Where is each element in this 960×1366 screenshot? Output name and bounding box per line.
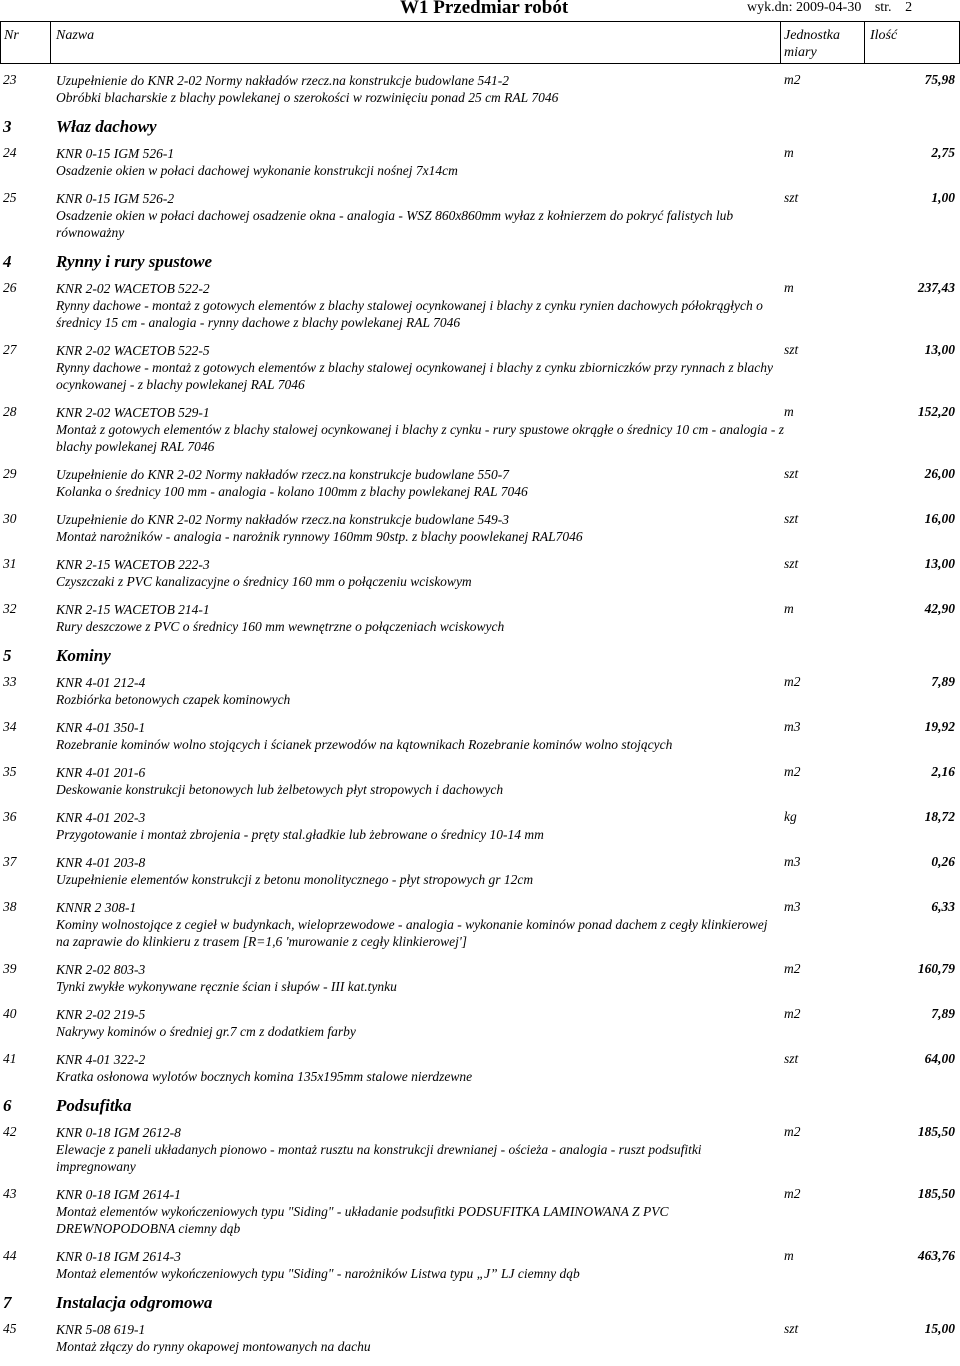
item-body	[56, 674, 784, 708]
table-row	[0, 1321, 960, 1355]
table-row	[0, 280, 960, 331]
item-number: 43	[3, 1186, 17, 1201]
section-number: 4	[3, 252, 12, 271]
item-number: 45	[3, 1321, 17, 1336]
table-row	[0, 1006, 960, 1040]
item-unit: szt	[784, 556, 799, 571]
item-unit: szt	[784, 190, 799, 205]
item-unit: m	[784, 145, 794, 160]
item-unit: m2	[784, 1124, 801, 1139]
section-heading	[0, 1293, 960, 1313]
table-row	[0, 511, 960, 545]
section-title: Podsufitka	[56, 1096, 132, 1115]
item-code: KNR 2-02 803-3	[56, 962, 146, 977]
table-row	[0, 899, 960, 950]
item-body	[56, 764, 784, 798]
table-row	[0, 719, 960, 753]
item-unit: m	[784, 601, 794, 616]
item-unit: szt	[784, 1321, 799, 1336]
item-description: Montaż złączy do rynny okapowej montowanych na dachu	[56, 1339, 371, 1354]
column-header-unit-line2: miary	[784, 45, 817, 60]
item-body	[56, 961, 784, 995]
item-quantity: 7,89	[931, 1006, 955, 1021]
table-row	[0, 1124, 960, 1175]
item-body	[56, 854, 784, 888]
item-quantity: 0,26	[931, 854, 955, 869]
table-row	[0, 145, 960, 179]
item-unit: m3	[784, 854, 801, 869]
item-body	[56, 899, 784, 950]
item-code: KNR 4-01 201-6	[56, 765, 146, 780]
column-header-unit	[784, 27, 840, 61]
header-bottom-rule	[0, 63, 960, 64]
item-code: Uzupełnienie do KNR 2-02 Normy nakładów rzecz.na konstrukcje budowlane 541-2	[56, 73, 509, 88]
item-unit: m2	[784, 1006, 801, 1021]
item-quantity: 19,92	[924, 719, 955, 734]
item-unit: m2	[784, 72, 801, 87]
table-row	[0, 601, 960, 635]
column-header-qty: Ilość	[870, 28, 898, 43]
item-code: KNR 2-15 WACETOB 214-1	[56, 602, 210, 617]
item-number: 36	[3, 809, 17, 824]
item-description: Czyszczaki z PVC kanalizacyjne o średnicy 160 mm o połączeniu wciskowym	[56, 574, 472, 589]
item-number: 34	[3, 719, 17, 734]
item-number: 35	[3, 764, 17, 779]
item-number: 29	[3, 466, 17, 481]
item-code: KNR 2-15 WACETOB 222-3	[56, 557, 210, 572]
item-description: Elewacje z paneli układanych pionowo - montaż rusztu na konstrukcji drewnianej - ościeża - analogia - ruszt podsufitki impregnowany	[56, 1142, 702, 1174]
item-body	[56, 719, 784, 753]
item-body	[56, 1051, 784, 1085]
item-unit: m3	[784, 899, 801, 914]
item-code: KNR 4-01 350-1	[56, 720, 146, 735]
item-number: 24	[3, 145, 17, 160]
item-body	[56, 1321, 784, 1355]
table-row	[0, 809, 960, 843]
item-description: Montaż narożników - analogia - narożnik rynnowy 160mm 90stp. z blachy poowlekanej RAL7046	[56, 529, 583, 544]
item-quantity: 42,90	[924, 601, 955, 616]
section-heading	[0, 1096, 960, 1116]
page-number: 2	[905, 0, 913, 15]
page-label: str.	[874, 0, 892, 15]
item-quantity: 13,00	[924, 556, 955, 571]
page-title: W1 Przedmiar robót	[400, 0, 569, 18]
item-body	[56, 404, 784, 455]
item-code: KNR 0-18 IGM 2614-1	[56, 1187, 181, 1202]
header-divider-unit	[780, 21, 781, 63]
item-body	[56, 190, 784, 241]
item-code: KNR 0-18 IGM 2612-8	[56, 1125, 181, 1140]
item-quantity: 7,89	[931, 674, 955, 689]
item-body	[56, 145, 784, 179]
table-row	[0, 1186, 960, 1237]
item-code: Uzupełnienie do KNR 2-02 Normy nakładów rzecz.na konstrukcje budowlane 550-7	[56, 467, 509, 482]
item-body	[56, 72, 784, 106]
item-number: 37	[3, 854, 17, 869]
item-number: 30	[3, 511, 17, 526]
header-border-left	[0, 21, 1, 63]
item-quantity: 6,33	[931, 899, 955, 914]
item-description: Tynki zwykłe wykonywane ręcznie ścian i słupów - III kat.tynku	[56, 979, 397, 994]
item-body	[56, 601, 784, 635]
item-code: KNNR 2 308-1	[56, 900, 137, 915]
item-description: Rozbiórka betonowych czapek kominowych	[56, 692, 291, 707]
item-unit: m2	[784, 674, 801, 689]
item-number: 28	[3, 404, 17, 419]
page-meta	[747, 0, 922, 16]
section-title: Instalacja odgromowa	[56, 1293, 213, 1312]
item-unit: szt	[784, 511, 799, 526]
item-unit: m2	[784, 764, 801, 779]
item-number: 44	[3, 1248, 17, 1263]
table-row	[0, 556, 960, 590]
section-heading	[0, 117, 960, 137]
item-code: Uzupełnienie do KNR 2-02 Normy nakładów rzecz.na konstrukcje budowlane 549-3	[56, 512, 509, 527]
item-description: Montaż elementów wykończeniowych typu "Siding" - narożników Listwa typu „J” LJ ciemny dąb	[56, 1266, 580, 1281]
item-unit: szt	[784, 342, 799, 357]
item-description: Uzupełnienie elementów konstrukcji z betonu monolitycznego - płyt stropowych gr 12cm	[56, 872, 534, 887]
item-code: KNR 2-02 WACETOB 529-1	[56, 405, 210, 420]
item-code: KNR 2-02 WACETOB 522-5	[56, 343, 210, 358]
item-body	[56, 342, 784, 393]
item-quantity: 26,00	[924, 466, 955, 481]
item-number: 31	[3, 556, 17, 571]
item-description: Montaż z gotowych elementów z blachy stalowej ocynkowanej i blachy z cynku - rury spustowe okrągłe o średnicy 10 cm - analogia - z blachy powlekanej RAL 7046	[56, 422, 784, 454]
item-number: 25	[3, 190, 17, 205]
item-quantity: 463,76	[917, 1248, 955, 1263]
item-body	[56, 1006, 784, 1040]
item-body	[56, 1124, 784, 1175]
table-row	[0, 190, 960, 241]
item-quantity: 18,72	[924, 809, 955, 824]
item-quantity: 185,50	[917, 1124, 955, 1139]
item-description: Obróbki blacharskie z blachy powlekanej o szerokości w rozwinięciu ponad 25 cm RAL 7046	[56, 90, 559, 105]
item-description: Rury deszczowe z PVC o średnicy 160 mm wewnętrzne o połączeniach wciskowych	[56, 619, 505, 634]
item-body	[56, 280, 784, 331]
item-unit: m	[784, 280, 794, 295]
item-code: KNR 4-01 203-8	[56, 855, 146, 870]
item-number: 32	[3, 601, 17, 616]
item-description: Nakrywy kominów o średniej gr.7 cm z dodatkiem farby	[56, 1024, 356, 1039]
item-code: KNR 0-18 IGM 2614-3	[56, 1249, 181, 1264]
table-row	[0, 404, 960, 455]
item-unit: m3	[784, 719, 801, 734]
item-unit: szt	[784, 1051, 799, 1066]
item-description: Montaż elementów wykończeniowych typu "Siding" - układanie podsufitki PODSUFITKA LAMINOWANA Z PVC DREWNOPODOBNA ciemny dąb	[56, 1204, 669, 1236]
item-quantity: 16,00	[924, 511, 955, 526]
item-quantity: 2,75	[931, 145, 955, 160]
section-title: Właz dachowy	[56, 117, 157, 136]
item-body	[56, 556, 784, 590]
item-code: KNR 4-01 202-3	[56, 810, 146, 825]
column-header-nr: Nr	[4, 28, 19, 43]
section-heading	[0, 252, 960, 272]
section-number: 3	[3, 117, 12, 136]
item-number: 41	[3, 1051, 17, 1066]
item-quantity: 160,79	[917, 961, 955, 976]
item-unit: m2	[784, 961, 801, 976]
item-description: Rozebranie kominów wolno stojących i ścianek przewodów na kątownikach Rozebranie kominów wolno stojących	[56, 737, 673, 752]
table-row	[0, 961, 960, 995]
section-number: 6	[3, 1096, 12, 1115]
section-title: Rynny i rury spustowe	[56, 252, 213, 271]
item-number: 42	[3, 1124, 17, 1139]
item-unit: m2	[784, 1186, 801, 1201]
item-quantity: 185,50	[917, 1186, 955, 1201]
item-description: Osadzenie okien w połaci dachowej wykonanie konstrukcji nośnej 7x14cm	[56, 163, 458, 178]
item-number: 26	[3, 280, 17, 295]
table-row	[0, 466, 960, 500]
item-code: KNR 0-15 IGM 526-1	[56, 146, 175, 161]
section-title: Kominy	[56, 646, 111, 665]
table-row	[0, 342, 960, 393]
item-code: KNR 0-15 IGM 526-2	[56, 191, 175, 206]
item-description: Deskowanie konstrukcji betonowych lub żelbetowych płyt stropowych i dachowych	[56, 782, 504, 797]
item-unit: kg	[784, 809, 797, 824]
item-number: 40	[3, 1006, 17, 1021]
item-number: 23	[3, 72, 17, 87]
header-top-rule	[0, 21, 960, 22]
table-row	[0, 854, 960, 888]
item-unit: m	[784, 404, 794, 419]
section-heading	[0, 646, 960, 666]
item-code: KNR 2-02 219-5	[56, 1007, 146, 1022]
item-code: KNR 4-01 322-2	[56, 1052, 146, 1067]
item-description: Rynny dachowe - montaż z gotowych elementów z blachy stalowej ocynkowanej i blachy z cynku zbiorniczków przy rynnach z blachy ocynkowanej - z blachy powlekanej RAL 7046	[56, 360, 773, 392]
item-description: Kominy wolnostojące z cegieł w budynkach, wieloprzewodowe - analogia - wykonanie kominów ponad dachem z cegły klinkierowej na zaprawie do klinkieru z trasem [R=1,6 'murowanie z cegły klinkierowej']	[56, 917, 768, 949]
item-body	[56, 1186, 784, 1237]
item-quantity: 13,00	[924, 342, 955, 357]
item-number: 38	[3, 899, 17, 914]
item-description: Kratka osłonowa wylotów bocznych komina 135x195mm stalowe nierdzewne	[56, 1069, 473, 1084]
item-body	[56, 511, 784, 545]
item-description: Rynny dachowe - montaż z gotowych elementów z blachy stalowej ocynkowanej i blachy z cynku rynien dachowych półokrągłych o średnicy 15 cm - analogia - rynny dachowe z blachy powlekanej RAL 7046	[56, 298, 763, 330]
item-quantity: 1,00	[931, 190, 955, 205]
item-description: Kolanka o średnicy 100 mm - analogia - kolano 100mm z blachy powlekanej RAL 7046	[56, 484, 528, 499]
table-row	[0, 674, 960, 708]
item-quantity: 75,98	[924, 72, 955, 87]
item-body	[56, 466, 784, 500]
item-code: KNR 5-08 619-1	[56, 1322, 146, 1337]
section-number: 7	[3, 1293, 12, 1312]
table-row	[0, 1248, 960, 1282]
section-number: 5	[3, 646, 12, 665]
item-quantity: 237,43	[917, 280, 955, 295]
item-description: Przygotowanie i montaż zbrojenia - pręty stal.gładkie lub żebrowane o średnicy 10-14 mm	[56, 827, 544, 842]
header-divider-nr	[50, 21, 51, 63]
table-row	[0, 764, 960, 798]
print-date: wyk.dn: 2009-04-30	[747, 0, 862, 15]
item-quantity: 15,00	[924, 1321, 955, 1336]
column-header-name: Nazwa	[56, 28, 95, 43]
item-quantity: 152,20	[917, 404, 955, 419]
column-header-unit-line1: Jednostka	[784, 28, 840, 43]
item-code: KNR 4-01 212-4	[56, 675, 146, 690]
item-description: Osadzenie okien w połaci dachowej osadzenie okna - analogia - WSZ 860x860mm wyłaz z kołnierzem do pokryć falistych lub równoważny	[56, 208, 734, 240]
item-number: 39	[3, 961, 17, 976]
item-quantity: 64,00	[924, 1051, 955, 1066]
header-divider-qty	[864, 21, 865, 63]
table-row	[0, 72, 960, 106]
item-body	[56, 1248, 784, 1282]
estimate-table	[0, 72, 960, 1366]
item-body	[56, 809, 784, 843]
item-code: KNR 2-02 WACETOB 522-2	[56, 281, 210, 296]
table-row	[0, 1051, 960, 1085]
item-number: 27	[3, 342, 17, 357]
item-number: 33	[3, 674, 17, 689]
item-unit: m	[784, 1248, 794, 1263]
item-quantity: 2,16	[931, 764, 955, 779]
item-unit: szt	[784, 466, 799, 481]
